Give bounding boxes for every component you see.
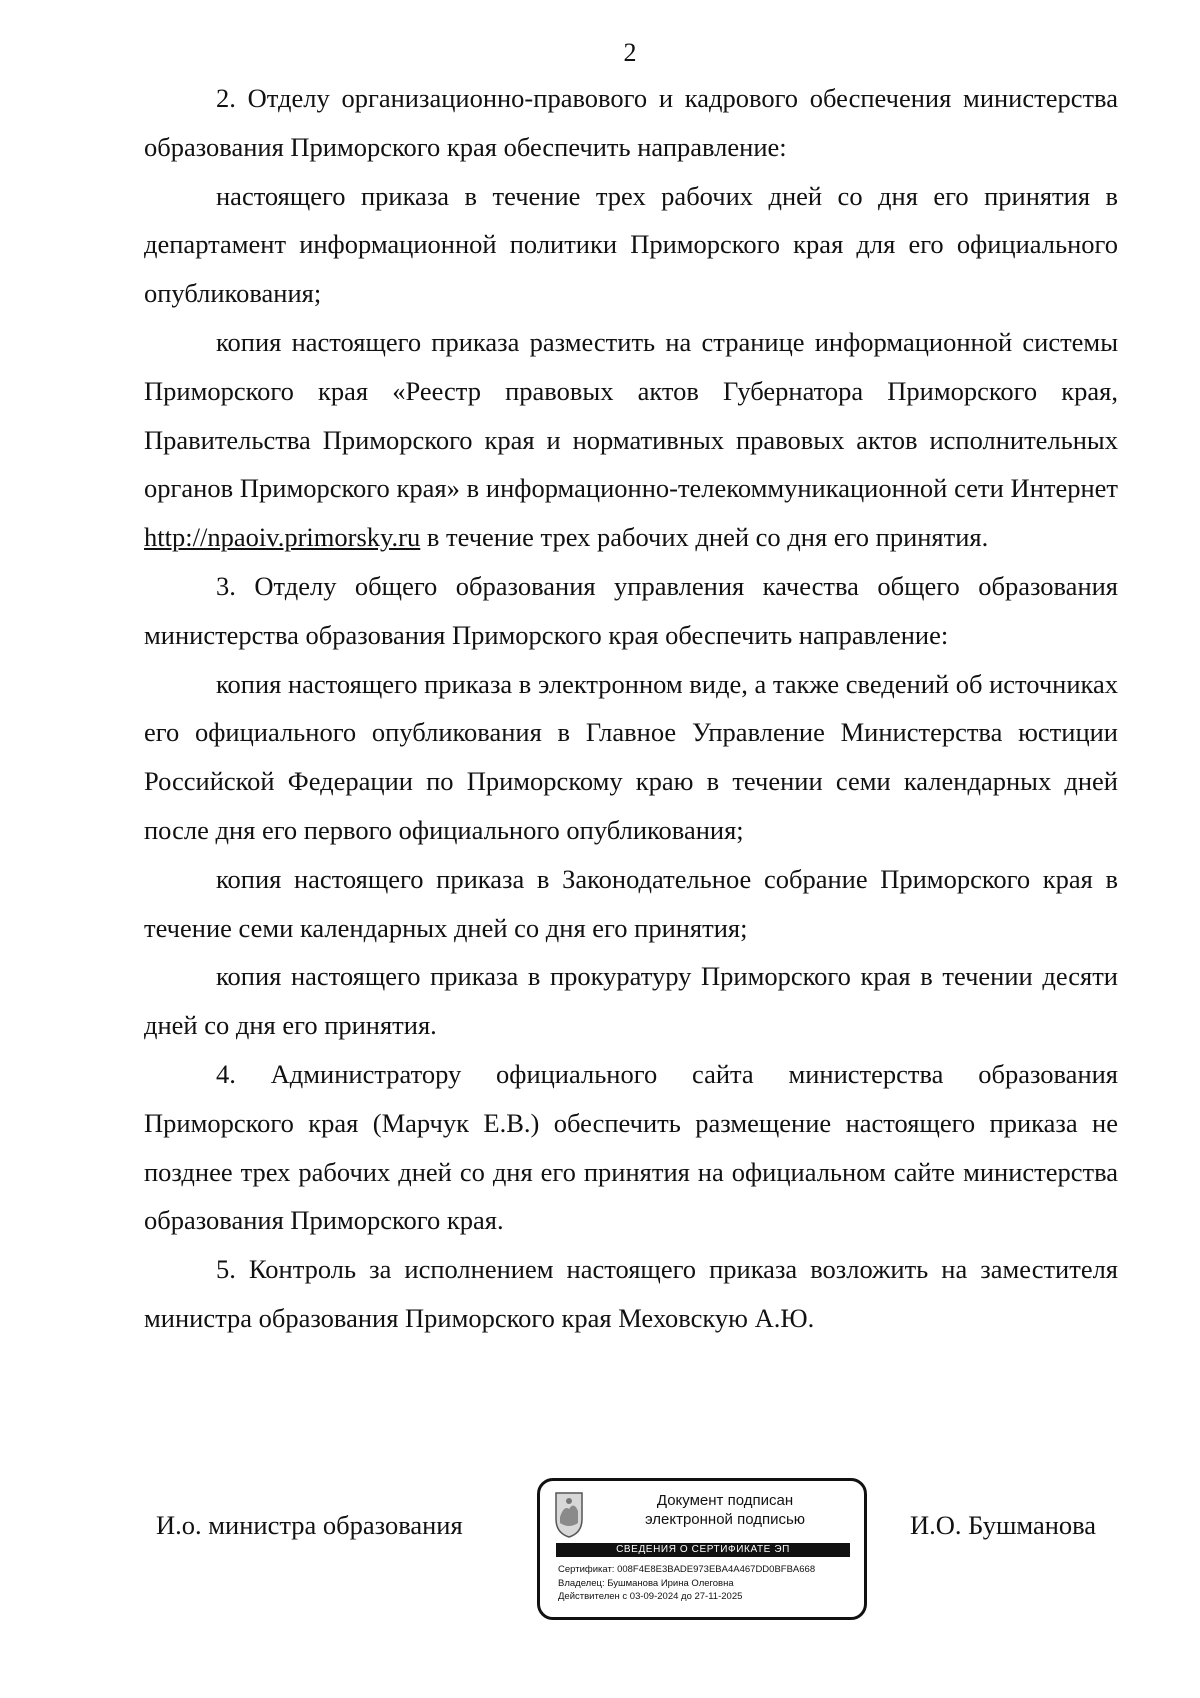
signer-title: И.о. министра образования bbox=[156, 1510, 463, 1540]
paragraph-legislative-assembly: копия настоящего приказа в Законодательное собрание Приморского края в течение семи календарных дней со дня его принятия; bbox=[144, 863, 1118, 943]
paragraph-3: 3. Отделу общего образования управления качества общего образования министерства образования Приморского края обеспечить направление: bbox=[144, 570, 1118, 650]
stamp-heading bbox=[590, 1491, 860, 1529]
certificate-number: Сертификат: 008F4E8E3BADE973EBA4A467DD0BFBA668 bbox=[558, 1564, 816, 1575]
paragraph-ministry-justice: копия настоящего приказа в электронном виде, а также сведений об источниках его официального опубликования в Главное Управление Министерства юстиции Российской Федерации по Приморскому краю в течении семи календарных дней после дня его первого официального опубликования; bbox=[144, 668, 1118, 845]
certificate-validity: Действителен с 03-09-2024 до 27-11-2025 bbox=[558, 1591, 743, 1602]
registry-text: копия настоящего приказа разместить на странице информационной системы Приморского края «Реестр правовых актов Губернатора Приморского края, Правительства Приморского края и нормативных правовых актов исполнительных органов Приморского края» в информационно-телекоммуникационной сети Интернет bbox=[144, 326, 1118, 504]
signer-name: И.О. Бушманова bbox=[910, 1510, 1097, 1540]
paragraph-2: 2. Отделу организационно-правового и кадрового обеспечения министерства образования Приморского края обеспечить направление: bbox=[144, 83, 1118, 162]
paragraph-registry bbox=[144, 318, 1118, 562]
paragraph-4: 4. Администратору официального сайта министерства образования Приморского края (Марчук Е.В.) обеспечить размещение настоящего приказа не позднее трех рабочих дней со дня его принятия на официальном сайте министерства образования Приморского края. bbox=[144, 1058, 1118, 1236]
paragraph-5: 5. Контроль за исполнением настоящего приказа возложить на заместителя министра образования Приморского края Меховскую А.Ю. bbox=[144, 1254, 1118, 1333]
stamp-details bbox=[558, 1563, 858, 1604]
paragraph-prosecutor: копия настоящего приказа в прокуратуру Приморского края в течении десяти дней со дня его принятия. bbox=[144, 961, 1118, 1041]
stamp-certificate-bar: СВЕДЕНИЯ О СЕРТИФИКАТЕ ЭП bbox=[556, 1543, 850, 1557]
stamp-line-1: Документ подписан bbox=[656, 1492, 794, 1509]
registry-text-end: в течение трех рабочих дней со дня его принятия. bbox=[420, 522, 989, 553]
coat-of-arms-icon bbox=[554, 1489, 584, 1539]
paragraph-publication: настоящего приказа в течение трех рабочих дней со дня его принятия в департамент информационной политики Приморского края для его официального опубликования; bbox=[144, 180, 1118, 309]
stamp-line-2: электронной подписью bbox=[644, 1511, 806, 1528]
certificate-owner: Владелец: Бушманова Ирина Олеговна bbox=[558, 1577, 734, 1589]
electronic-signature-stamp bbox=[537, 1478, 867, 1620]
order-body bbox=[144, 74, 1118, 1343]
page-number: 2 bbox=[623, 38, 637, 67]
npaoiv-link[interactable]: http://npaoiv.primorsky.ru bbox=[144, 522, 421, 553]
